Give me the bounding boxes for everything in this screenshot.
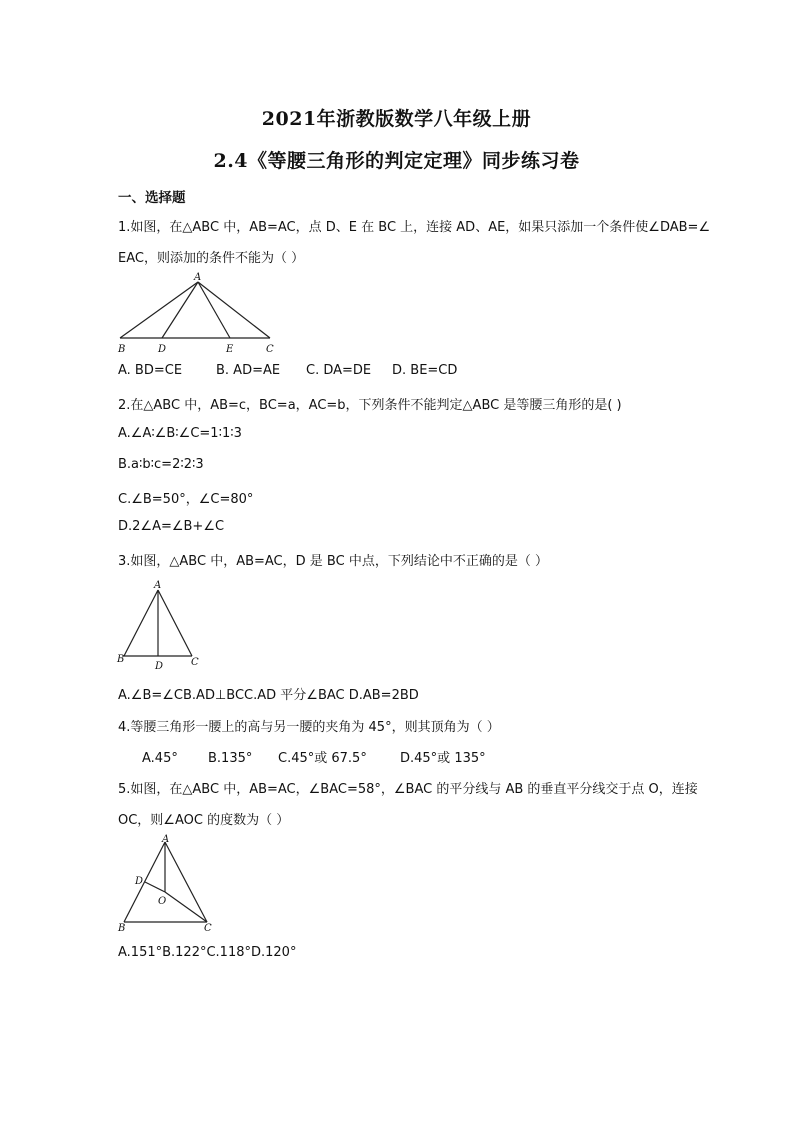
segment-ad xyxy=(162,282,198,338)
segment-oc xyxy=(165,892,207,922)
question-2-option-a[interactable]: A.∠A∶∠B∶∠C=1∶1∶3 xyxy=(118,426,242,441)
question-4-options xyxy=(142,747,486,766)
question-4-option-b[interactable]: B.135° xyxy=(208,751,253,766)
question-5-text-line-2: OC，则∠AOC 的度数为（ ） xyxy=(118,813,290,828)
question-5-text-line-1: 5.如图，在△ABC 中，AB=AC，∠BAC=58°，∠BAC 的平分线与 AB 的垂直平分线交于点 O，连接 xyxy=(118,782,698,797)
point-label-e: E xyxy=(226,344,234,355)
segment-ae xyxy=(198,282,230,338)
question-3-text: 3.如图，△ABC 中，AB=AC，D 是 BC 中点，下列结论中不正确的是（ ） xyxy=(118,554,548,569)
segment-ab xyxy=(120,282,198,338)
segment-ac xyxy=(198,282,270,338)
question-4-option-a[interactable]: A.45° xyxy=(142,751,178,766)
vertex-label-b: B xyxy=(118,923,126,934)
point-label-d: D xyxy=(158,344,167,355)
section-heading: 一、选择题 xyxy=(118,190,186,206)
segment-ab xyxy=(124,842,165,922)
segment-do xyxy=(145,882,165,892)
question-2-text: 2.在△ABC 中，AB=c，BC=a，AC=b，下列条件不能判定△ABC 是等腰三角形的是( ) xyxy=(118,398,622,413)
question-5-options[interactable]: A.151°B.122°C.118°D.120° xyxy=(118,945,297,960)
segment-ab xyxy=(124,590,158,656)
vertex-label-a: A xyxy=(194,272,202,283)
document-title: 2021年浙教版数学八年级上册 xyxy=(261,108,532,130)
segment-ac xyxy=(158,590,192,656)
point-label-o: O xyxy=(158,896,167,907)
question-4-text: 4.等腰三角形一腰上的高与另一腰的夹角为 45°，则其顶角为（ ） xyxy=(118,720,500,735)
segment-ac xyxy=(165,842,207,922)
vertex-label-a: A xyxy=(162,834,170,845)
vertex-label-c: C xyxy=(204,923,212,934)
question-2-option-c[interactable]: C.∠B=50°，∠C=80° xyxy=(118,492,254,507)
question-1-text-line-1: 1.如图，在△ABC 中，AB=AC，点 D、E 在 BC 上，连接 AD、AE，如果只添加一个条件使∠DAB=∠ xyxy=(118,220,711,235)
question-3-options[interactable]: A.∠B=∠CB.AD⊥BCC.AD 平分∠BAC D.AB=2BD xyxy=(118,688,419,703)
question-1-option-c[interactable]: C. DA=DE xyxy=(306,363,372,378)
vertex-label-c: C xyxy=(191,657,199,668)
question-1-text-line-2: EAC，则添加的条件不能为（ ） xyxy=(118,251,305,266)
point-label-d: D xyxy=(155,661,164,672)
question-5-triangle-figure xyxy=(112,834,222,936)
question-2-option-d[interactable]: D.2∠A=∠B+∠C xyxy=(118,519,225,534)
vertex-label-a: A xyxy=(154,580,162,591)
question-1-options xyxy=(118,363,457,378)
vertex-label-c: C xyxy=(266,344,274,355)
question-4-option-d[interactable]: D.45°或 135° xyxy=(400,751,486,766)
question-1-option-d[interactable]: D. BE=CD xyxy=(392,363,458,378)
question-1-triangle-figure xyxy=(112,270,282,356)
vertex-label-b: B xyxy=(118,344,126,355)
question-2-option-b[interactable]: B.a∶b∶c=2∶2∶3 xyxy=(118,457,204,472)
point-label-d: D xyxy=(135,876,144,887)
vertex-label-b: B xyxy=(117,654,125,665)
question-1-option-a[interactable]: A. BD=CE xyxy=(118,363,183,378)
document-subtitle: 2.4《等腰三角形的判定定理》同步练习卷 xyxy=(213,150,580,172)
question-1-option-b[interactable]: B. AD=AE xyxy=(216,363,281,378)
question-4-option-c[interactable]: C.45°或 67.5° xyxy=(278,751,367,766)
question-3-triangle-figure xyxy=(112,578,212,672)
